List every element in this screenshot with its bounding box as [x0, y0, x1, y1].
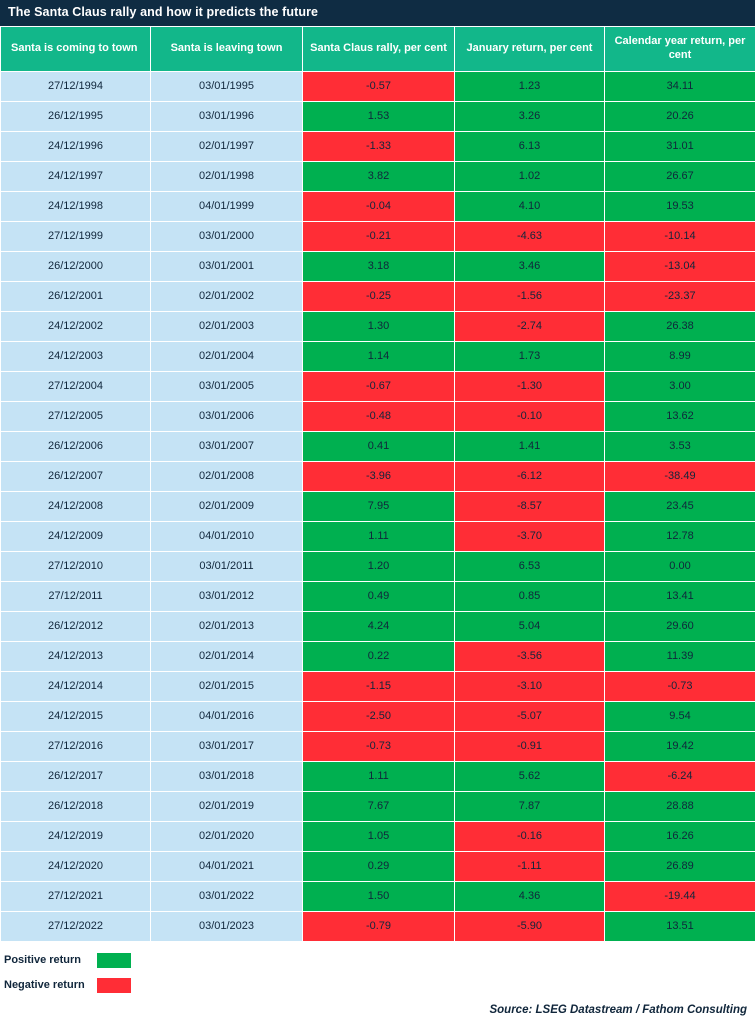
cell-january-return: -0.91 — [455, 731, 605, 761]
table-row — [1, 341, 755, 371]
cell-santa-leaving: 03/01/2012 — [151, 581, 303, 611]
cell-santa-coming: 24/12/2002 — [1, 311, 151, 341]
cell-january-return: -0.10 — [455, 401, 605, 431]
cell-calendar-return: 12.78 — [605, 521, 755, 551]
cell-santa-leaving: 03/01/2018 — [151, 761, 303, 791]
cell-january-return: 3.26 — [455, 101, 605, 131]
cell-santa-coming: 24/12/1998 — [1, 191, 151, 221]
santa-rally-table — [0, 26, 755, 942]
cell-santa-coming: 26/12/2001 — [1, 281, 151, 311]
cell-santa-leaving: 02/01/2020 — [151, 821, 303, 851]
cell-santa-leaving: 03/01/2022 — [151, 881, 303, 911]
cell-january-return: 5.62 — [455, 761, 605, 791]
cell-santa-coming: 27/12/1999 — [1, 221, 151, 251]
cell-calendar-return: 13.51 — [605, 911, 755, 941]
cell-santa-rally: 1.30 — [303, 311, 455, 341]
legend-swatch-positive — [96, 952, 132, 969]
cell-calendar-return: 9.54 — [605, 701, 755, 731]
cell-calendar-return: 20.26 — [605, 101, 755, 131]
cell-santa-coming: 26/12/2007 — [1, 461, 151, 491]
table-row — [1, 671, 755, 701]
cell-santa-leaving: 03/01/1996 — [151, 101, 303, 131]
cell-january-return: -1.56 — [455, 281, 605, 311]
cell-calendar-return: 26.89 — [605, 851, 755, 881]
cell-santa-rally: -0.21 — [303, 221, 455, 251]
cell-january-return: 6.13 — [455, 131, 605, 161]
legend-swatch-negative — [96, 977, 132, 994]
cell-santa-coming: 24/12/2008 — [1, 491, 151, 521]
cell-january-return: 5.04 — [455, 611, 605, 641]
cell-santa-rally: 1.05 — [303, 821, 455, 851]
cell-calendar-return: 26.67 — [605, 161, 755, 191]
table-row — [1, 491, 755, 521]
cell-santa-leaving: 02/01/2014 — [151, 641, 303, 671]
cell-calendar-return: 28.88 — [605, 791, 755, 821]
cell-january-return: -3.70 — [455, 521, 605, 551]
cell-january-return: -3.56 — [455, 641, 605, 671]
cell-santa-rally: 0.29 — [303, 851, 455, 881]
cell-santa-leaving: 02/01/2013 — [151, 611, 303, 641]
table-row — [1, 401, 755, 431]
cell-january-return: 4.36 — [455, 881, 605, 911]
cell-santa-rally: 0.22 — [303, 641, 455, 671]
table-row — [1, 761, 755, 791]
cell-santa-leaving: 04/01/2016 — [151, 701, 303, 731]
cell-calendar-return: 13.41 — [605, 581, 755, 611]
legend-item-negative — [4, 977, 755, 994]
cell-january-return: 1.41 — [455, 431, 605, 461]
cell-calendar-return: -13.04 — [605, 251, 755, 281]
cell-santa-coming: 24/12/2019 — [1, 821, 151, 851]
cell-january-return: 6.53 — [455, 551, 605, 581]
cell-santa-leaving: 02/01/2003 — [151, 311, 303, 341]
cell-santa-leaving: 02/01/2008 — [151, 461, 303, 491]
table-row — [1, 791, 755, 821]
cell-calendar-return: -38.49 — [605, 461, 755, 491]
cell-santa-leaving: 02/01/2009 — [151, 491, 303, 521]
cell-santa-leaving: 02/01/1997 — [151, 131, 303, 161]
cell-santa-coming: 24/12/1996 — [1, 131, 151, 161]
cell-calendar-return: 3.00 — [605, 371, 755, 401]
cell-santa-rally: 3.82 — [303, 161, 455, 191]
cell-santa-coming: 27/12/2016 — [1, 731, 151, 761]
cell-calendar-return: 34.11 — [605, 71, 755, 101]
legend — [0, 952, 755, 994]
cell-santa-leaving: 03/01/2011 — [151, 551, 303, 581]
cell-santa-leaving: 02/01/2002 — [151, 281, 303, 311]
column-header-calendar-return: Calendar year return, per cent — [605, 27, 755, 72]
cell-january-return: -5.90 — [455, 911, 605, 941]
cell-santa-rally: 7.95 — [303, 491, 455, 521]
cell-calendar-return: 19.42 — [605, 731, 755, 761]
cell-santa-rally: 1.20 — [303, 551, 455, 581]
cell-january-return: -2.74 — [455, 311, 605, 341]
cell-santa-coming: 27/12/2021 — [1, 881, 151, 911]
table-row — [1, 911, 755, 941]
cell-santa-leaving: 03/01/2001 — [151, 251, 303, 281]
cell-january-return: 4.10 — [455, 191, 605, 221]
table-row — [1, 281, 755, 311]
cell-santa-coming: 26/12/2018 — [1, 791, 151, 821]
cell-santa-coming: 24/12/2013 — [1, 641, 151, 671]
cell-santa-rally: -1.33 — [303, 131, 455, 161]
table-row — [1, 611, 755, 641]
table-header-row — [1, 27, 755, 72]
cell-january-return: 7.87 — [455, 791, 605, 821]
cell-santa-rally: -0.48 — [303, 401, 455, 431]
table-row — [1, 191, 755, 221]
table-row — [1, 821, 755, 851]
cell-january-return: -1.30 — [455, 371, 605, 401]
cell-santa-coming: 26/12/2012 — [1, 611, 151, 641]
cell-calendar-return: -6.24 — [605, 761, 755, 791]
cell-calendar-return: -10.14 — [605, 221, 755, 251]
legend-label-positive: Positive return — [4, 954, 82, 966]
table-row — [1, 131, 755, 161]
cell-santa-rally: 0.41 — [303, 431, 455, 461]
cell-santa-coming: 26/12/2006 — [1, 431, 151, 461]
table-row — [1, 161, 755, 191]
legend-item-positive — [4, 952, 755, 969]
cell-santa-coming: 24/12/2015 — [1, 701, 151, 731]
cell-santa-rally: 1.11 — [303, 761, 455, 791]
table-row — [1, 431, 755, 461]
cell-january-return: 1.02 — [455, 161, 605, 191]
cell-january-return: -8.57 — [455, 491, 605, 521]
cell-santa-rally: -1.15 — [303, 671, 455, 701]
cell-santa-leaving: 04/01/1999 — [151, 191, 303, 221]
cell-santa-leaving: 03/01/2006 — [151, 401, 303, 431]
table-row — [1, 251, 755, 281]
cell-santa-leaving: 02/01/2004 — [151, 341, 303, 371]
cell-santa-coming: 27/12/2005 — [1, 401, 151, 431]
cell-santa-coming: 26/12/2017 — [1, 761, 151, 791]
cell-santa-coming: 26/12/2000 — [1, 251, 151, 281]
table-row — [1, 101, 755, 131]
cell-calendar-return: 26.38 — [605, 311, 755, 341]
cell-january-return: 1.23 — [455, 71, 605, 101]
cell-calendar-return: 8.99 — [605, 341, 755, 371]
cell-santa-rally: -3.96 — [303, 461, 455, 491]
cell-calendar-return: 31.01 — [605, 131, 755, 161]
cell-calendar-return: 13.62 — [605, 401, 755, 431]
table-row — [1, 731, 755, 761]
column-header-santa-leaving: Santa is leaving town — [151, 27, 303, 72]
cell-santa-coming: 27/12/2010 — [1, 551, 151, 581]
cell-january-return: -0.16 — [455, 821, 605, 851]
page-title: The Santa Claus rally and how it predicts the future — [0, 0, 755, 26]
table-row — [1, 851, 755, 881]
cell-calendar-return: 16.26 — [605, 821, 755, 851]
cell-santa-leaving: 02/01/2019 — [151, 791, 303, 821]
cell-calendar-return: 11.39 — [605, 641, 755, 671]
cell-santa-leaving: 04/01/2021 — [151, 851, 303, 881]
cell-santa-coming: 24/12/2020 — [1, 851, 151, 881]
cell-santa-leaving: 04/01/2010 — [151, 521, 303, 551]
cell-santa-coming: 27/12/2022 — [1, 911, 151, 941]
table-row — [1, 521, 755, 551]
cell-santa-coming: 26/12/1995 — [1, 101, 151, 131]
cell-santa-rally: 1.50 — [303, 881, 455, 911]
cell-santa-leaving: 03/01/2023 — [151, 911, 303, 941]
cell-calendar-return: 23.45 — [605, 491, 755, 521]
column-header-santa-rally: Santa Claus rally, per cent — [303, 27, 455, 72]
column-header-january-return: January return, per cent — [455, 27, 605, 72]
column-header-santa-coming: Santa is coming to town — [1, 27, 151, 72]
cell-santa-rally: -2.50 — [303, 701, 455, 731]
cell-santa-rally: 1.14 — [303, 341, 455, 371]
cell-january-return: -1.11 — [455, 851, 605, 881]
cell-santa-rally: 7.67 — [303, 791, 455, 821]
cell-calendar-return: 19.53 — [605, 191, 755, 221]
table-row — [1, 311, 755, 341]
cell-santa-coming: 24/12/2014 — [1, 671, 151, 701]
table-row — [1, 881, 755, 911]
cell-santa-leaving: 03/01/2005 — [151, 371, 303, 401]
cell-santa-rally: 1.53 — [303, 101, 455, 131]
table-row — [1, 641, 755, 671]
cell-santa-leaving: 03/01/2000 — [151, 221, 303, 251]
cell-santa-rally: -0.57 — [303, 71, 455, 101]
cell-santa-coming: 27/12/2011 — [1, 581, 151, 611]
cell-santa-coming: 24/12/2003 — [1, 341, 151, 371]
cell-calendar-return: 3.53 — [605, 431, 755, 461]
table-row — [1, 461, 755, 491]
cell-santa-rally: -0.79 — [303, 911, 455, 941]
cell-santa-coming: 24/12/1997 — [1, 161, 151, 191]
cell-santa-leaving: 03/01/1995 — [151, 71, 303, 101]
table-row — [1, 71, 755, 101]
cell-santa-leaving: 02/01/1998 — [151, 161, 303, 191]
cell-january-return: -6.12 — [455, 461, 605, 491]
cell-january-return: -4.63 — [455, 221, 605, 251]
cell-santa-rally: 3.18 — [303, 251, 455, 281]
cell-santa-leaving: 03/01/2007 — [151, 431, 303, 461]
cell-santa-rally: -0.04 — [303, 191, 455, 221]
cell-calendar-return: 29.60 — [605, 611, 755, 641]
table-row — [1, 371, 755, 401]
cell-calendar-return: -19.44 — [605, 881, 755, 911]
cell-calendar-return: 0.00 — [605, 551, 755, 581]
cell-santa-coming: 24/12/2009 — [1, 521, 151, 551]
table-row — [1, 221, 755, 251]
cell-santa-rally: -0.73 — [303, 731, 455, 761]
cell-santa-rally: 4.24 — [303, 611, 455, 641]
cell-santa-leaving: 02/01/2015 — [151, 671, 303, 701]
cell-santa-leaving: 03/01/2017 — [151, 731, 303, 761]
cell-santa-rally: 1.11 — [303, 521, 455, 551]
cell-january-return: 3.46 — [455, 251, 605, 281]
cell-january-return: 0.85 — [455, 581, 605, 611]
cell-santa-rally: -0.25 — [303, 281, 455, 311]
cell-january-return: -3.10 — [455, 671, 605, 701]
table-row — [1, 581, 755, 611]
source-note: Source: LSEG Datastream / Fathom Consulting — [489, 1003, 747, 1016]
table-row — [1, 701, 755, 731]
cell-calendar-return: -0.73 — [605, 671, 755, 701]
legend-label-negative: Negative return — [4, 979, 85, 991]
cell-january-return: 1.73 — [455, 341, 605, 371]
cell-january-return: -5.07 — [455, 701, 605, 731]
cell-santa-coming: 27/12/1994 — [1, 71, 151, 101]
cell-santa-coming: 27/12/2004 — [1, 371, 151, 401]
cell-santa-rally: -0.67 — [303, 371, 455, 401]
table-row — [1, 551, 755, 581]
cell-calendar-return: -23.37 — [605, 281, 755, 311]
cell-santa-rally: 0.49 — [303, 581, 455, 611]
